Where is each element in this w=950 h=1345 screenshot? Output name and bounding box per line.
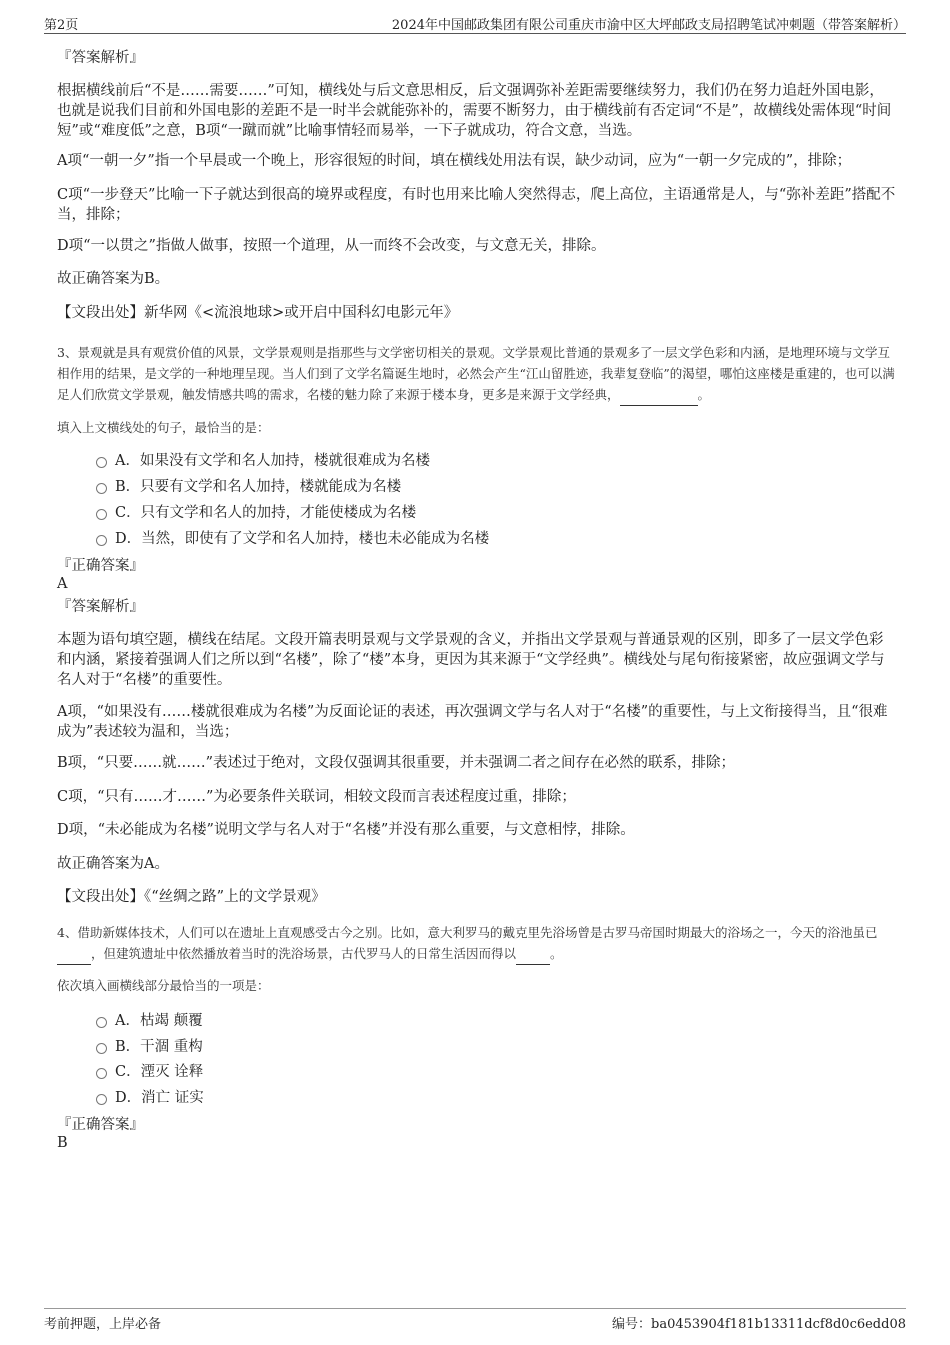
document-id: 编号：ba0453904f181b13311dcf8d0c6edd08 (612, 1317, 906, 1332)
q3-option-d[interactable]: D．当然，即使有了文学和名人加持，楼也未必能成为名楼 (96, 529, 489, 549)
q4-option-d[interactable]: D．消亡 证实 (96, 1088, 204, 1108)
q2-explain-title: 『答案解析』 (57, 50, 144, 66)
footer-slogan: 考前押题，上岸必备 (44, 1317, 162, 1332)
q2-explain-opt-d: D项“一以贯之”指做人做事，按照一个道理，从一而终不会改变，与文意无关，排除。 (57, 238, 606, 254)
q4-prompt: 依次填入画横线部分最恰当的一项是： (57, 978, 270, 993)
radio-icon[interactable] (96, 1068, 107, 1079)
radio-icon[interactable] (96, 509, 107, 520)
q3-explain-para: 本题为语句填空题，横线在结尾。文段开篇表明景观与文学景观的含义，并指出文学景观与普通景观的区别，即多了一层文学色彩和内涵，紧接着强调人们之所以到“名楼”，除了“楼”本身，更因为其来源于“文学经典”。横线处与尾句衔接紧密，故应强调文学与名人对于“名楼”的重要性。 (57, 632, 885, 688)
radio-icon[interactable] (96, 457, 107, 468)
radio-icon[interactable] (96, 1043, 107, 1054)
q3-explain-opt-b: B项，“只要……就……”表述过于绝对，文段仅强调其很重要，并未强调二者之间存在必然的联系，排除； (57, 755, 735, 771)
q2-explain-opt-a: A项“一朝一夕”指一个早晨或一个晚上，形容很短的时间，填在横线处用法有误，缺少动词，应为“一朝一夕完成的”，排除； (57, 153, 852, 169)
q3-option-c[interactable]: C．只有文学和名人的加持，才能使楼成为名楼 (96, 503, 416, 523)
q4-question-text: 4、借助新媒体技术，人们可以在遗址上直观感受古今之别。比如，意大利罗马的戴克里先浴场曾是古罗马帝国时期最大的浴场之一，今天的浴池虽已 ，但建筑遗址中依然播放着当时的洗浴场景，古代罗马人的日常生活因而得以 。 (57, 922, 900, 965)
footer-divider (44, 1308, 906, 1309)
page-number: 第2页 (44, 18, 79, 33)
q3-conclusion: 故正确答案为A。 (57, 856, 169, 872)
q4-option-c[interactable]: C．湮灭 诠释 (96, 1062, 203, 1082)
page-header (44, 12, 906, 32)
q3-answer: A (57, 576, 68, 592)
radio-icon[interactable] (96, 1017, 107, 1028)
q2-explain-opt-c: C项“一步登天”比喻一下子就达到很高的境界或程度，有时也用来比喻人突然得志，爬上高位，主语通常是人，与“弥补差距”搭配不当，排除； (57, 187, 896, 223)
q3-explain-opt-a: A项，“如果没有……楼就很难成为名楼”为反面论证的表述，再次强调文学与名人对于“名楼”的重要性，与上文衔接得当，且“很难成为”表述较为温和，当选； (57, 704, 888, 740)
radio-icon[interactable] (96, 483, 107, 494)
radio-icon[interactable] (96, 1094, 107, 1105)
q3-question-text: 3、景观就是具有观赏价值的风景，文学景观则是指那些与文学密切相关的景观。文学景观比普通的景观多了一层文学色彩和内涵，是地理环境与文学互相作用的结果，是文学的一种地理呈现。当人们到了文学名篇诞生地时，必然会产生“江山留胜迹，我辈复登临”的渴望，哪怕这座楼是重建的，也可以满足人们欣赏文学景观，触发情感共鸣的需求，名楼的魅力除了来源于楼本身，更多是来源于文学经典， 。 (57, 342, 900, 406)
q4-option-b[interactable]: B．干涸 重构 (96, 1037, 203, 1057)
answer-blank (516, 943, 550, 965)
q2-conclusion: 故正确答案为B。 (57, 271, 170, 287)
q3-prompt: 填入上文横线处的句子，最恰当的是： (57, 420, 270, 435)
q3-option-a[interactable]: A．如果没有文学和名人加持，楼就很难成为名楼 (96, 451, 430, 471)
q3-source: 【文段出处】《“丝绸之路”上的文学景观》 (57, 889, 326, 905)
q2-source: 【文段出处】新华网《<流浪地球>或开启中国科幻电影元年》 (57, 305, 459, 321)
q3-answer-title: 『正确答案』 (57, 558, 144, 574)
q3-explain-opt-c: C项，“只有……才……”为必要条件关联词，相较文段而言表述程度过重，排除； (57, 789, 576, 805)
q4-answer-title: 『正确答案』 (57, 1117, 144, 1133)
q4-option-a[interactable]: A．枯竭 颠覆 (96, 1011, 203, 1031)
q3-explain-opt-d: D项，“未必能成为名楼”说明文学与名人对于“名楼”并没有那么重要，与文意相悖，排除。 (57, 822, 635, 838)
document-title: 2024年中国邮政集团有限公司重庆市渝中区大坪邮政支局招聘笔试冲刺题（带答案解析） (391, 18, 906, 33)
q3-explain-title: 『答案解析』 (57, 599, 144, 615)
q3-option-b[interactable]: B．只要有文学和名人加持，楼就能成为名楼 (96, 477, 401, 497)
answer-blank (620, 384, 698, 406)
answer-blank (57, 943, 91, 965)
q4-answer: B (57, 1135, 68, 1151)
header-divider (44, 33, 906, 34)
q2-explain-para: 根据横线前后“不是……需要……”可知，横线处与后文意思相反，后文强调弥补差距需要继续努力，我们仍在努力追赶外国电影，也就是说我们目前和外国电影的差距不是一时半会就能弥补的，需要不断努力，由于横线前有否定词“不是”，故横线处需体现“时间短”或“难度低”之意，B项“一蹴而就”比喻事情轻而易举，一下子就成功，符合文意，当选。 (57, 83, 892, 139)
radio-icon[interactable] (96, 535, 107, 546)
